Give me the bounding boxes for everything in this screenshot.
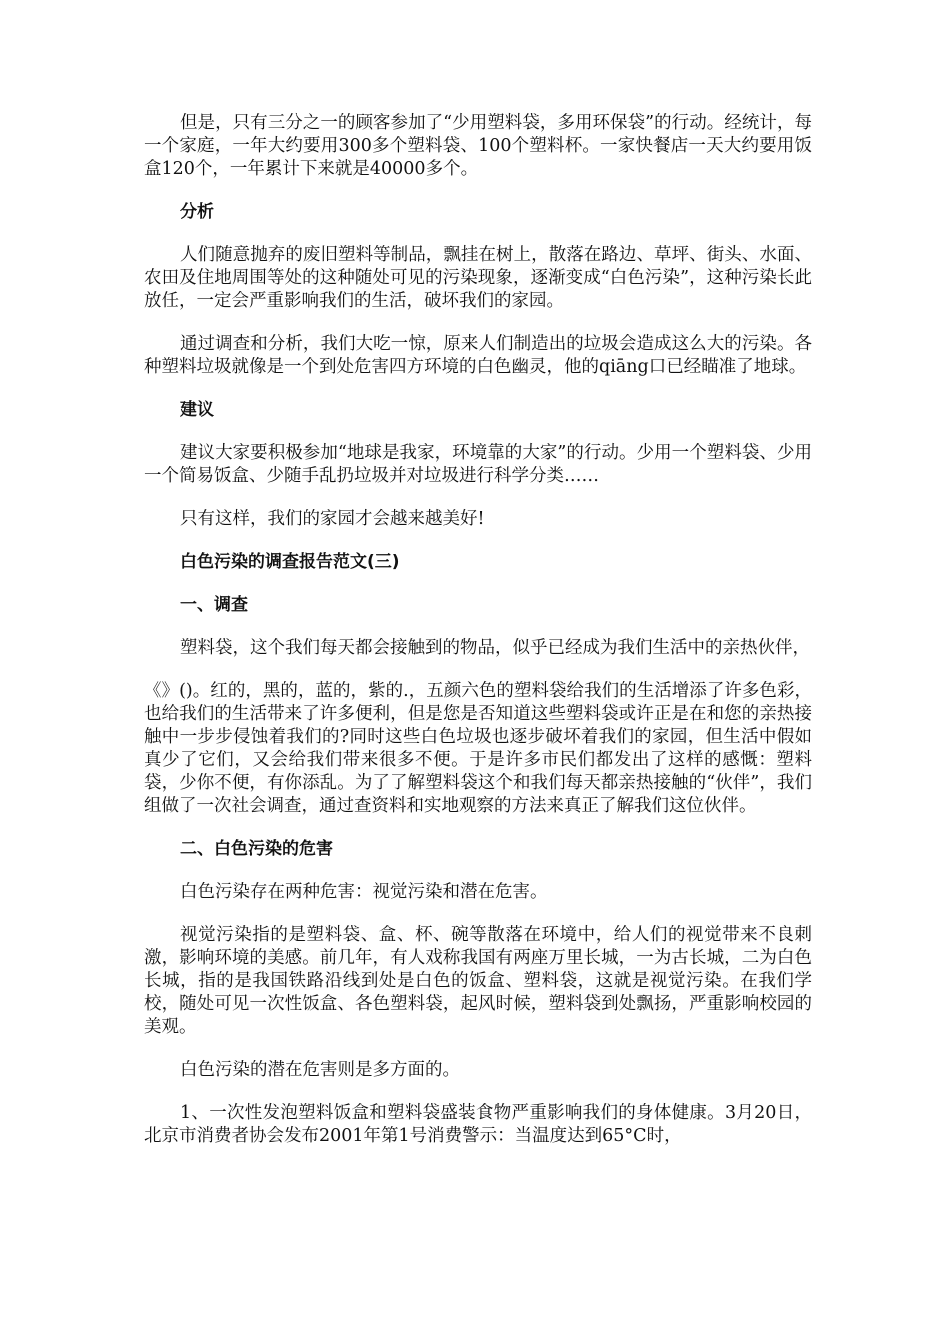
paragraph-survey-result: 但是，只有三分之一的顾客参加了“少用塑料袋，多用环保袋”的行动。经统计，每一个家庭，一年大约要用300多个塑料袋、100个塑料杯。一家快餐店一天大约要用饭盒120个，一年累计下来就是40000多个。 xyxy=(144,113,812,179)
paragraph-harm-one: 1、一次性发泡塑料饭盒和塑料袋盛装食物严重影响我们的身体健康。3月20日，北京市消费者协会发布2001年第1号消费警示：当温度达到65°C时， xyxy=(144,1103,812,1146)
paragraph-suggestion: 建议大家要积极参加“地球是我家，环境靠的大家”的行动。少用一个塑料袋、少用一个简易饭盒、少随手乱扔垃圾并对垃圾进行科学分类…… xyxy=(144,443,812,486)
paragraph-analysis: 人们随意抛弃的废旧塑料等制品，飘挂在树上，散落在路边、草坪、街头、水面、农田及住地周围等处的这种随处可见的污染现象，逐渐变成“白色污染”，这种污染长此放任，一定会严重影响我们的生活，破坏我们的家园。 xyxy=(144,245,812,311)
heading-report-three: 白色污染的调查报告范文(三) xyxy=(180,552,400,572)
heading-suggestion: 建议 xyxy=(180,400,214,420)
paragraph-plastic-bag-detail: 《》()。红的，黑的，蓝的，紫的.，五颜六色的塑料袋给我们的生活增添了许多色彩，也给我们的生活带来了许多便利，但是您是否知道这些塑料袋或许正是在和您的亲热接触中一步步侵蚀着我们的?同时这些白色垃圾也逐步破坏着我们的家园，但生活中假如真少了它们，又会给我们带来很多不便。于是许多市民们都发出了这样的感慨：塑料袋，少你不便，有你添乱。为了了解塑料袋这个和我们每天都亲热接触的“伙伴”，我们组做了一次社会调查，通过查资料和实地观察的方法来真正了解我们这位伙伴。 xyxy=(144,681,812,816)
document-page xyxy=(144,112,812,1148)
paragraph-potential-harm: 白色污染的潜在危害则是多方面的。 xyxy=(180,1060,460,1080)
paragraph-plastic-bag-intro: 塑料袋，这个我们每天都会接触到的物品，似乎已经成为我们生活中的亲热伙伴， xyxy=(180,638,810,658)
paragraph-closing: 只有这样，我们的家园才会越来越美好! xyxy=(180,509,485,529)
heading-section-two: 二、白色污染的危害 xyxy=(180,839,333,859)
paragraph-conclusion: 通过调查和分析，我们大吃一惊，原来人们制造出的垃圾会造成这么大的污染。各种塑料垃圾就像是一个到处危害四方环境的白色幽灵，他的qiāng口已经瞄准了地球。 xyxy=(144,334,812,377)
paragraph-two-harms: 白色污染存在两种危害：视觉污染和潜在危害。 xyxy=(180,882,548,902)
heading-section-one: 一、调查 xyxy=(180,595,248,615)
heading-analysis: 分析 xyxy=(180,202,214,222)
paragraph-visual-pollution: 视觉污染指的是塑料袋、盒、杯、碗等散落在环境中，给人们的视觉带来不良刺激，影响环境的美感。前几年，有人戏称我国有两座万里长城，一为古长城，二为白色长城，指的是我国铁路沿线到处是白色的饭盒、塑料袋，这就是视觉污染。在我们学校，随处可见一次性饭盒、各色塑料袋，起风时候，塑料袋到处飘扬，严重影响校园的美观。 xyxy=(144,925,812,1037)
